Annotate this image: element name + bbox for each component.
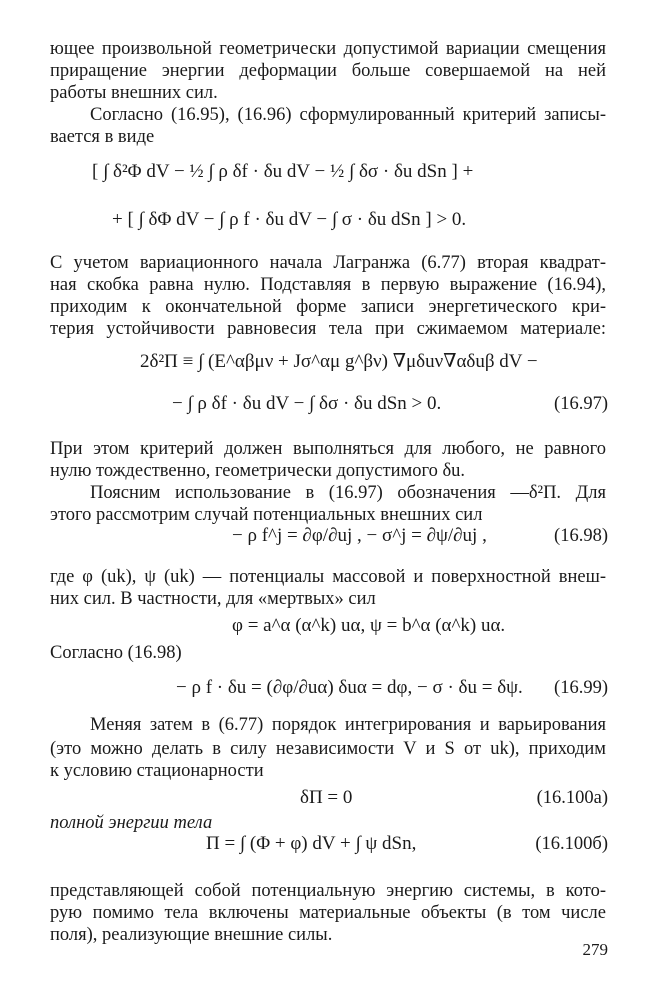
equation-16-100b: Π = ∫ (Φ + φ) dV + ∫ ψ dSn, bbox=[206, 833, 417, 854]
text-line: (это можно делать в силу независимости V и S от uk), приходим bbox=[50, 739, 606, 759]
text-line: С учетом вариационного начала Лагранжа (6.77) вторая квадрат- bbox=[50, 253, 606, 273]
text-line: Меняя затем в (6.77) порядок интегрирования и варьирования bbox=[90, 715, 606, 735]
text-line: нулю тождественно, геометрически допустимого δu. bbox=[50, 461, 466, 481]
text-line: Согласно (16.98) bbox=[50, 643, 182, 663]
equation-number: (16.100а) bbox=[536, 788, 608, 808]
text-line: представляющей собой потенциальную энергию системы, в кото- bbox=[50, 881, 606, 901]
text-line: приращение энергии деформации больше совершаемой на ней bbox=[50, 61, 606, 81]
equation-number: (16.98) bbox=[554, 526, 608, 546]
text-line: приходим к окончательной форме записи энергетического кри- bbox=[50, 297, 606, 317]
equation-16-98: − ρ f^j = ∂φ/∂uj , − σ^j = ∂ψ/∂uj , bbox=[232, 525, 487, 546]
text-line: этого рассмотрим случай потенциальных внешних сил bbox=[50, 505, 483, 525]
equation-criterion-line1: [ ∫ δ²Φ dV − ½ ∫ ρ δf · δu dV − ½ ∫ δσ · δu dSn ] + bbox=[92, 161, 474, 182]
equation-16-100a: δΠ = 0 bbox=[300, 787, 353, 808]
equation-16-99: − ρ f · δu = (∂φ/∂uα) δuα = dφ, − σ · δu = δψ. bbox=[176, 677, 523, 698]
text-line: них сил. В частности, для «мертвых» сил bbox=[50, 589, 376, 609]
text-line: вается в виде bbox=[50, 127, 155, 147]
equation-16-97-line2: − ∫ ρ δf · δu dV − ∫ δσ · δu dSn > 0. bbox=[172, 393, 442, 414]
text-line: к условию стационарности bbox=[50, 761, 264, 781]
text-line: При этом критерий должен выполняться для любого, не равного bbox=[50, 439, 606, 459]
equation-number: (16.97) bbox=[554, 394, 608, 414]
equation-dead-forces: φ = a^α (α^k) uα, ψ = b^α (α^k) uα. bbox=[232, 615, 506, 636]
text-line: терия устойчивости равновесия тела при сжимаемом материале: bbox=[50, 319, 606, 339]
equation-number: (16.100б) bbox=[535, 834, 608, 854]
page-number: 279 bbox=[582, 940, 608, 959]
equation-number: (16.99) bbox=[554, 678, 608, 698]
equation-16-97-line1: 2δ²Π ≡ ∫ (E^αβμν + Jσ^αμ g^βν) ∇μδuν∇αδuβ dV − bbox=[140, 351, 538, 372]
text-line: работы внешних сил. bbox=[50, 83, 218, 103]
text-line: поля), реализующие внешние силы. bbox=[50, 925, 333, 945]
text-line: ющее произвольной геометрически допустимой вариации смещения bbox=[50, 39, 606, 59]
text-line: ная скобка равна нулю. Подставляя в первую выражение (16.94), bbox=[50, 275, 606, 295]
equation-criterion-line2: + [ ∫ δΦ dV − ∫ ρ f · δu dV − ∫ σ · δu dSn ] > 0. bbox=[112, 209, 467, 230]
text-line: где φ (uk), ψ (uk) — потенциалы массовой и поверхностной внеш- bbox=[50, 567, 606, 587]
text-line: Согласно (16.95), (16.96) сформулированный критерий записы- bbox=[90, 105, 606, 125]
text-line: Поясним использование в (16.97) обозначения —δ²Π. Для bbox=[90, 483, 606, 503]
text-line: полной энергии тела bbox=[50, 813, 213, 833]
text-line: рую помимо тела включены материальные объекты (в том числе bbox=[50, 903, 606, 923]
